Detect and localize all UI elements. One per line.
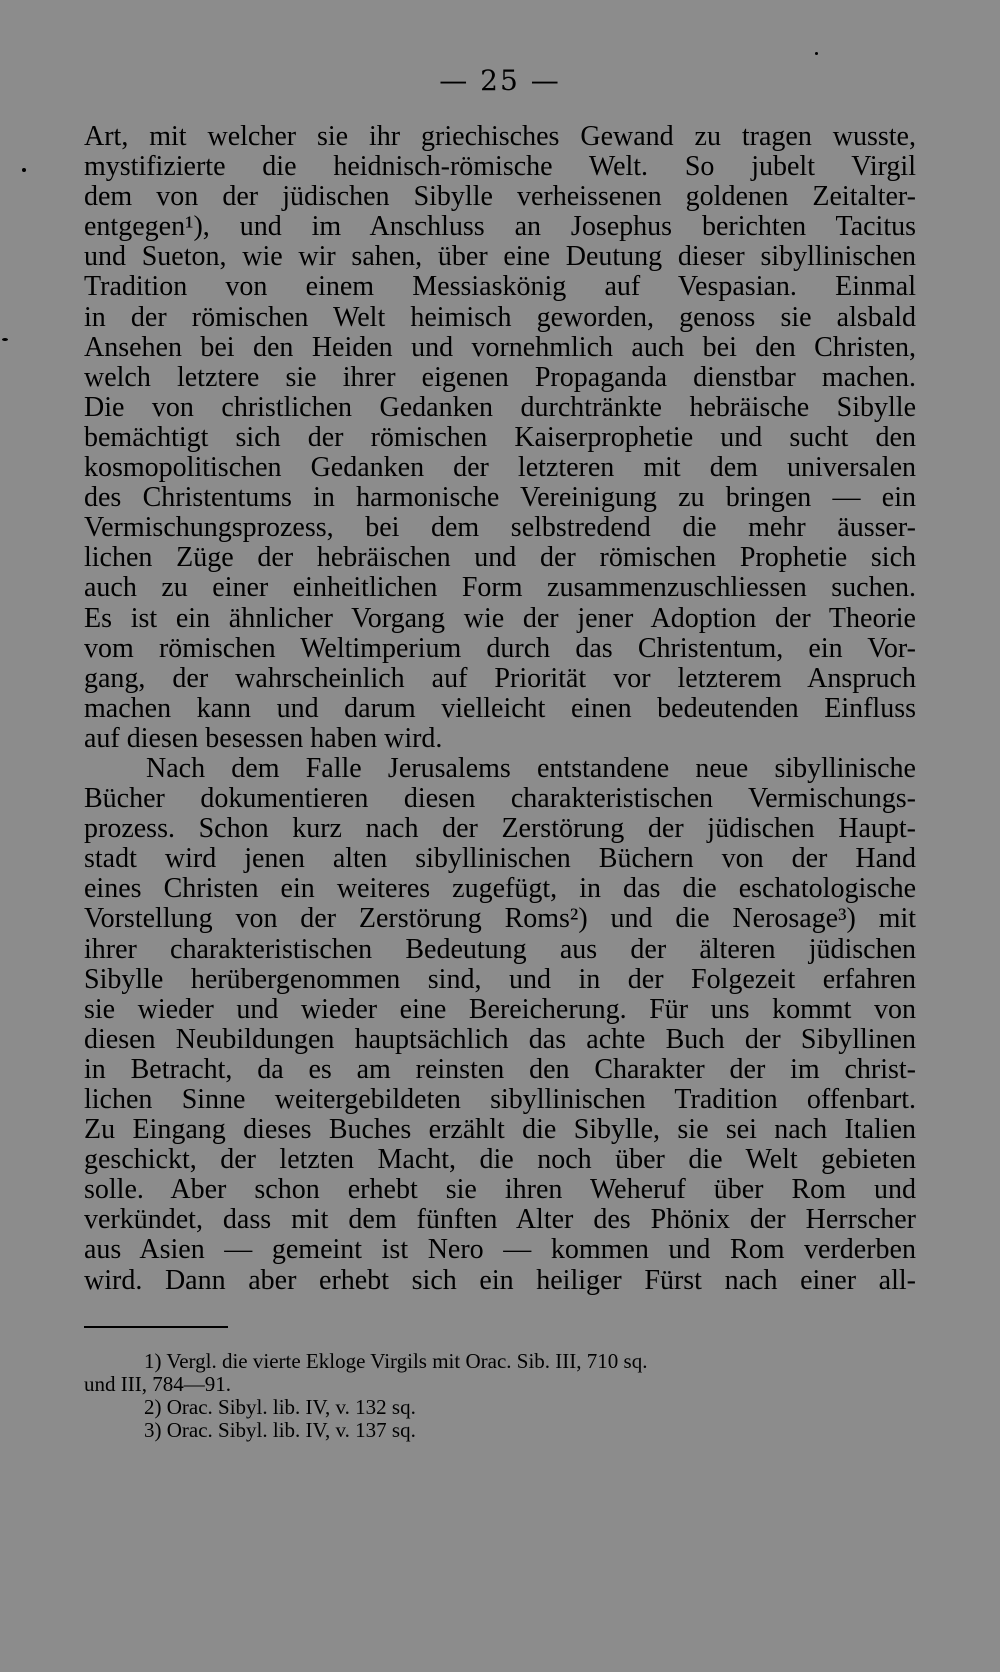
text-line: prozess. Schon kurz nach der Zerstörung der jüdischen Haupt- (84, 814, 916, 845)
body-text (84, 122, 916, 1296)
footnote-separator-rule (84, 1326, 228, 1328)
text-line: solle. Aber schon erhebt sie ihren Weheruf über Rom und (84, 1175, 916, 1206)
text-line: Zu Eingang dieses Buches erzählt die Sibylle, sie sei nach Italien (84, 1115, 916, 1146)
text-line: dem von der jüdischen Sibylle verheissenen goldenen Zeitalter- (84, 182, 916, 213)
text-line: kosmopolitischen Gedanken der letzteren mit dem universalen (84, 453, 916, 484)
text-line: in Betracht, da es am reinsten den Charakter der im christ- (84, 1054, 916, 1085)
text-line: wird. Dann aber erhebt sich ein heiliger Fürst nach einer all- (84, 1265, 916, 1296)
footnote-2: 2) Orac. Sibyl. lib. IV, v. 132 sq. (144, 1395, 416, 1419)
text-line: gang, der wahrscheinlich auf Priorität vor letzterem Anspruch (84, 663, 916, 694)
text-line: und Sueton, wie wir sahen, über eine Deutung dieser sibyllinischen (84, 242, 916, 273)
text-line: Es ist ein ähnlicher Vorgang wie der jener Adoption der Theorie (84, 603, 916, 634)
text-line: aus Asien — gemeint ist Nero — kommen und Rom verderben (84, 1235, 916, 1266)
text-line: Tradition von einem Messiaskönig auf Vespasian. Einmal (84, 272, 916, 303)
footnote-1-continuation: und III, 784—91. (84, 1372, 231, 1396)
text-line: verkündet, dass mit dem fünften Alter des Phönix der Herrscher (84, 1205, 916, 1236)
text-line: lichen Sinne weitergebildeten sibyllinischen Tradition offenbart. (84, 1085, 916, 1115)
text-line: Vermischungsprozess, bei dem selbstredend die mehr äusser- (84, 513, 916, 544)
text-line: Die von christlichen Gedanken durchtränkte hebräische Sibylle (84, 392, 916, 423)
text-line: bemächtigt sich der römischen Kaiserprophetie und sucht den (84, 422, 916, 453)
scan-speck (2, 338, 8, 341)
text-line: vom römischen Weltimperium durch das Christentum, ein Vor- (84, 633, 916, 664)
text-line: eines Christen ein weiteres zugefügt, in das die eschatologische (84, 874, 916, 905)
text-line: diesen Neubildungen hauptsächlich das achte Buch der Sibyllinen (84, 1024, 916, 1055)
text-line: Art, mit welcher sie ihr griechisches Gewand zu tragen wusste, (84, 122, 916, 152)
text-line: auf diesen besessen haben wird. (84, 723, 443, 754)
text-line: ihrer charakteristischen Bedeutung aus der älteren jüdischen (84, 934, 916, 965)
scan-speck (815, 52, 818, 55)
footnote-3: 3) Orac. Sibyl. lib. IV, v. 137 sq. (144, 1418, 416, 1442)
text-line: in der römischen Welt heimisch geworden, genoss sie alsbald (84, 302, 916, 333)
text-line: des Christentums in harmonische Vereinigung zu bringen — ein (84, 483, 916, 514)
scan-speck (22, 168, 26, 172)
text-line: geschickt, der letzten Macht, die noch über die Welt gebieten (84, 1145, 916, 1176)
footnotes (84, 1350, 916, 1442)
text-line: welch letztere sie ihrer eigenen Propaganda dienstbar machen. (84, 362, 916, 393)
text-line: Vorstellung von der Zerstörung Roms²) und die Nerosage³) mit (84, 904, 916, 935)
footnote-1: 1) Vergl. die vierte Ekloge Virgils mit Orac. Sib. III, 710 sq. (144, 1349, 648, 1373)
paragraph-start-line: Nach dem Falle Jerusalems entstandene neue sibyllinische (146, 753, 916, 784)
text-line: machen kann und darum vielleicht einen bedeutenden Einfluss (84, 693, 916, 724)
text-line: stadt wird jenen alten sibyllinischen Büchern von der Hand (84, 844, 916, 875)
text-line: sie wieder und wieder eine Bereicherung. Für uns kommt von (84, 994, 916, 1025)
text-line: Sibylle herübergenommen sind, und in der Folgezeit erfahren (84, 964, 916, 995)
text-line: lichen Züge der hebräischen und der römischen Prophetie sich (84, 543, 916, 574)
text-line: auch zu einer einheitlichen Form zusammenzuschliessen suchen. (84, 573, 916, 604)
text-line: Bücher dokumentieren diesen charakteristischen Vermischungs- (84, 784, 916, 815)
text-line: entgegen¹), und im Anschluss an Josephus berichten Tacitus (84, 212, 916, 243)
text-line: Ansehen bei den Heiden und vornehmlich auch bei den Christen, (84, 332, 916, 363)
text-line: mystifizierte die heidnisch-römische Welt. So jubelt Virgil (84, 152, 916, 183)
page-number: — 25 — (439, 64, 561, 97)
